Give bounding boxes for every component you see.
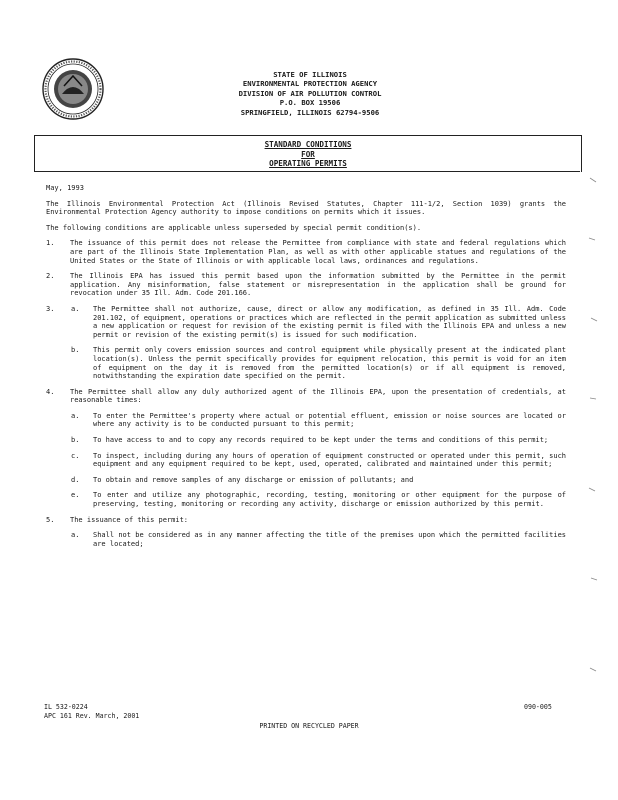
condition-text: The Permittee shall allow any duly authorized agent of the Illinois EPA, upon the presentation of credentials, at reasonable times: bbox=[70, 387, 566, 405]
title-line: OPERATING PERMITS bbox=[269, 159, 347, 169]
conditions-body bbox=[46, 184, 566, 555]
condition-4b bbox=[46, 436, 566, 445]
condition-text: To obtain and remove samples of any discharge or emission of pollutants; and bbox=[93, 475, 414, 484]
condition-number: 1. bbox=[46, 239, 55, 248]
title-line: FOR bbox=[301, 149, 315, 159]
page-code: 090-005 bbox=[524, 703, 552, 711]
condition-text: To have access to and to copy any records required to be kept under the terms and conditions of this permit; bbox=[93, 436, 549, 445]
condition-4 bbox=[46, 388, 566, 405]
condition-text: The Illinois EPA has issued this permit based upon the information submitted by the Permittee in the permit application. Any misinformation, false statement or misrepresentation in the application shall be ground for revocation under 35 Ill. Adm. Code 201.166. bbox=[70, 272, 566, 298]
condition-text: To enter and utilize any photographic, recording, testing, monitoring or other equipment for the purpose of preserving, testing, monitoring or recording any activity, discharge or emission authorized by this permit. bbox=[93, 491, 566, 509]
condition-text: The issuance of this permit does not release the Permittee from compliance with state and federal regulations which are part of the Illinois State Implementation Plan, as well as with other applicable statues and regulations of the United States or the State of Illinois or with applicable local laws, ordinances and regulations. bbox=[70, 239, 566, 265]
sub-label: a. bbox=[71, 531, 80, 540]
title-box bbox=[34, 135, 582, 172]
document-date: May, 1993 bbox=[46, 184, 84, 192]
condition-3a bbox=[46, 305, 566, 339]
sub-label: b. bbox=[71, 436, 80, 445]
condition-5a bbox=[46, 531, 566, 548]
divider bbox=[34, 171, 580, 172]
state-seal-icon bbox=[42, 58, 104, 120]
sub-label: b. bbox=[71, 346, 80, 355]
condition-text: To enter the Permittee's property where actual or potential effluent, emission or noise sources are located or where any activity is to be conducted pursuant to this permit; bbox=[93, 411, 566, 429]
form-identifier bbox=[44, 703, 139, 720]
sub-label: a. bbox=[71, 411, 80, 420]
agency-line: P.O. BOX 19506 bbox=[279, 98, 341, 108]
agency-header bbox=[160, 70, 460, 117]
condition-number: 3. bbox=[46, 304, 55, 313]
agency-line: DIVISION OF AIR POLLUTION CONTROL bbox=[238, 88, 382, 98]
title-line: STANDARD CONDITIONS bbox=[264, 140, 352, 149]
condition-number: 4. bbox=[46, 387, 55, 396]
lead-paragraph: The following conditions are applicable unless superseded by special permit condition(s). bbox=[46, 223, 422, 232]
condition-number: 5. bbox=[46, 515, 55, 524]
intro-paragraph: The Illinois Environmental Protection Act (Illinois Revised Statutes, Chapter 111-1/2, Section 1039) grants the Environmental Protection Agency authority to impose conditions on permits which it issues. bbox=[46, 199, 566, 217]
sub-label: e. bbox=[71, 491, 80, 500]
printed-notice: PRINTED ON RECYCLED PAPER bbox=[259, 722, 359, 730]
agency-line: SPRINGFIELD, ILLINOIS 62794-9506 bbox=[240, 107, 380, 117]
margin-marks bbox=[586, 168, 600, 708]
condition-text: To inspect, including during any hours of operation of equipment constructed or operated under this permit, such equipment and any equipment required to be kept, used, operated, calibrated and maintained under this permit; bbox=[93, 451, 566, 469]
condition-number: 2. bbox=[46, 272, 55, 281]
sub-label: c. bbox=[71, 451, 80, 460]
condition-4c bbox=[46, 452, 566, 469]
sub-label: d. bbox=[71, 475, 80, 484]
agency-line: ENVIRONMENTAL PROTECTION AGENCY bbox=[242, 79, 378, 89]
condition-4a bbox=[46, 412, 566, 429]
condition-text: The Permittee shall not authorize, cause, direct or allow any modification, as defined in 35 Ill. Adm. Code 201.102, of equipment, operations or practices which are reflected in the permit application as submitted unless a new application or request for revision of the existing permit is filed with the Illinois EPA and unless a new permit or revision of the existing permit(s) is issued for such modification. bbox=[93, 304, 566, 339]
document-title bbox=[35, 140, 581, 169]
condition-text: Shall not be considered as in any manner affecting the title of the premises upon which the permitted facilities are located; bbox=[93, 531, 566, 548]
form-revision: APC 161 Rev. March, 2001 bbox=[44, 711, 140, 720]
condition-1 bbox=[46, 239, 566, 265]
sub-label: a. bbox=[71, 304, 80, 313]
agency-line: STATE OF ILLINOIS bbox=[273, 70, 347, 79]
condition-2 bbox=[46, 272, 566, 298]
condition-5 bbox=[46, 516, 566, 525]
condition-text: This permit only covers emission sources and control equipment while physically present at the indicated plant location(s). Unless the permit specifically provides for equipment relocation, this permit is void for an item of equipment on the day it is removed from the permitted location(s) or if all equipment is removed, notwithstanding the expiration date specified on the permit. bbox=[93, 346, 566, 381]
condition-4e bbox=[46, 491, 566, 508]
condition-3b bbox=[46, 346, 566, 380]
form-number: IL 532-0224 bbox=[44, 703, 88, 711]
condition-text: The issuance of this permit: bbox=[70, 515, 189, 524]
condition-4d bbox=[46, 476, 566, 485]
